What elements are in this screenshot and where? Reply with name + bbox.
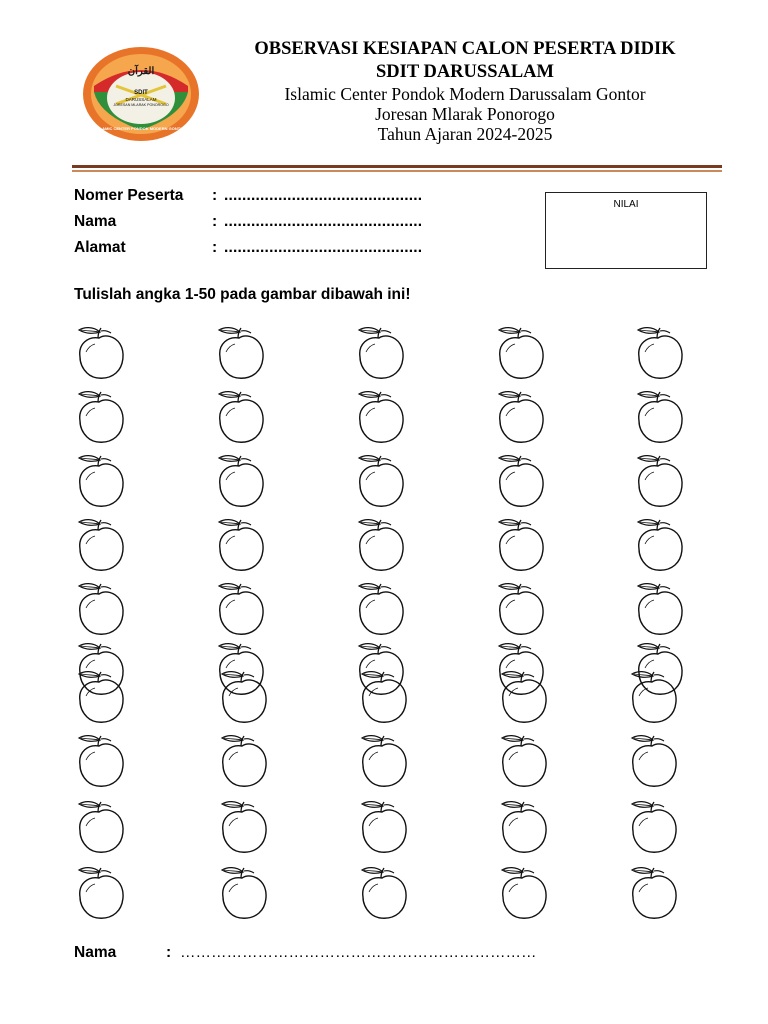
orange-fruit-outline-icon[interactable] <box>495 796 555 856</box>
footer-name-label: Nama <box>74 944 117 961</box>
logo-ring-text: ISLAMIC CENTER PONDOK MODERN GONTOR <box>95 126 187 131</box>
orange-fruit-outline-icon[interactable] <box>212 578 272 638</box>
orange-fruit-outline-icon[interactable] <box>352 578 412 638</box>
orange-fruit-outline-icon[interactable] <box>492 578 552 638</box>
orange-fruit-outline-icon[interactable] <box>215 666 275 726</box>
footer-name-fill-line[interactable]: …………………………………………………………… <box>180 944 537 961</box>
document-header <box>215 38 715 144</box>
orange-fruit-outline-icon[interactable] <box>352 450 412 510</box>
field-colon: : <box>212 239 218 256</box>
orange-fruit-outline-icon[interactable] <box>631 386 691 446</box>
logo-label-mid: SDIT <box>134 90 148 96</box>
header-divider-thick <box>72 165 722 168</box>
nilai-label: NILAI <box>613 199 639 210</box>
orange-fruit-outline-icon[interactable] <box>625 730 685 790</box>
orange-fruit-outline-icon[interactable] <box>215 796 275 856</box>
field-colon: : <box>212 187 218 204</box>
logo-label-top: القرآن <box>127 66 155 77</box>
field-label: Nama <box>74 213 117 230</box>
school-logo <box>82 46 200 142</box>
orange-fruit-outline-icon[interactable] <box>355 666 415 726</box>
orange-fruit-outline-icon[interactable] <box>625 796 685 856</box>
orange-fruit-outline-icon[interactable] <box>72 796 132 856</box>
logo-label-sub2: JORESAN MLARAK PONOROGO <box>113 103 169 107</box>
orange-fruit-outline-icon[interactable] <box>72 666 132 726</box>
orange-fruit-outline-icon[interactable] <box>492 514 552 574</box>
orange-fruit-outline-icon[interactable] <box>495 730 555 790</box>
orange-fruit-outline-icon[interactable] <box>355 796 415 856</box>
header-title-line1: OBSERVASI KESIAPAN CALON PESERTA DIDIK <box>254 39 676 59</box>
orange-fruit-outline-icon[interactable] <box>355 730 415 790</box>
footer-colon: : <box>166 944 172 961</box>
orange-fruit-outline-icon[interactable] <box>72 514 132 574</box>
logo-label-sub1: DARUSSALAM <box>125 97 157 102</box>
orange-fruit-outline-icon[interactable] <box>631 450 691 510</box>
orange-fruit-outline-icon[interactable] <box>72 386 132 446</box>
orange-fruit-outline-icon[interactable] <box>212 386 272 446</box>
field-label: Nomer Peserta <box>74 187 184 204</box>
instruction-text: Tulislah angka 1-50 pada gambar dibawah ini! <box>74 286 411 303</box>
orange-fruit-outline-icon[interactable] <box>625 862 685 922</box>
orange-fruit-outline-icon[interactable] <box>212 322 272 382</box>
orange-fruit-outline-icon[interactable] <box>72 322 132 382</box>
orange-fruit-outline-icon[interactable] <box>495 862 555 922</box>
field-fill-line[interactable]: ............................................ <box>224 213 423 230</box>
orange-fruit-outline-icon[interactable] <box>492 450 552 510</box>
orange-fruit-outline-icon[interactable] <box>352 386 412 446</box>
header-line3: Islamic Center Pondok Modern Darussalam Gontor <box>284 84 646 104</box>
orange-fruit-outline-icon[interactable] <box>625 666 685 726</box>
orange-fruit-outline-icon[interactable] <box>215 730 275 790</box>
header-line5: Tahun Ajaran 2024-2025 <box>377 124 553 144</box>
header-title-line2: SDIT DARUSSALAM <box>375 62 555 82</box>
field-fill-line[interactable]: ............................................ <box>224 239 423 256</box>
orange-fruit-outline-icon[interactable] <box>72 578 132 638</box>
orange-fruit-outline-icon[interactable] <box>492 386 552 446</box>
orange-fruit-outline-icon[interactable] <box>212 450 272 510</box>
orange-fruit-outline-icon[interactable] <box>352 514 412 574</box>
orange-fruit-outline-icon[interactable] <box>215 862 275 922</box>
orange-fruit-outline-icon[interactable] <box>212 514 272 574</box>
orange-fruit-outline-icon[interactable] <box>352 322 412 382</box>
orange-fruit-outline-icon[interactable] <box>631 514 691 574</box>
orange-fruit-outline-icon[interactable] <box>495 666 555 726</box>
orange-fruit-outline-icon[interactable] <box>492 322 552 382</box>
orange-fruit-outline-icon[interactable] <box>72 450 132 510</box>
field-fill-line[interactable]: ............................................ <box>224 187 423 204</box>
field-label: Alamat <box>74 239 126 256</box>
orange-fruit-outline-icon[interactable] <box>72 730 132 790</box>
header-divider-thin <box>72 170 722 172</box>
orange-fruit-outline-icon[interactable] <box>72 862 132 922</box>
header-line4: Joresan Mlarak Ponorogo <box>375 104 555 124</box>
nilai-score-box[interactable] <box>545 192 707 269</box>
orange-fruit-outline-icon[interactable] <box>631 322 691 382</box>
orange-fruit-outline-icon[interactable] <box>355 862 415 922</box>
orange-fruit-outline-icon[interactable] <box>631 578 691 638</box>
field-colon: : <box>212 213 218 230</box>
